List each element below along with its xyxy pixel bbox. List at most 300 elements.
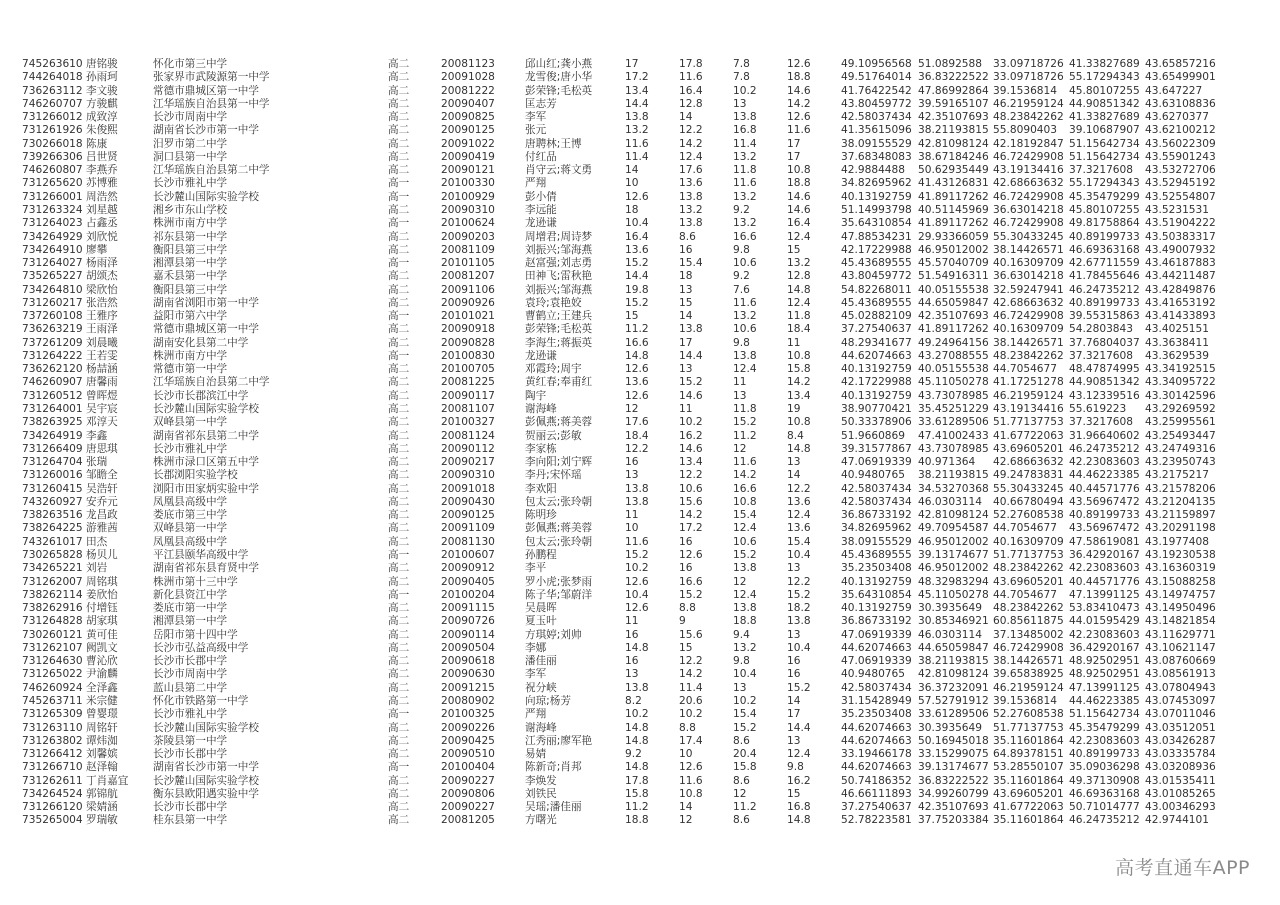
cell-exam-id: 731264828 <box>22 615 83 628</box>
cell-std-score-2: 43.73078985 <box>918 389 989 402</box>
cell-exam-id: 743260927 <box>22 495 83 508</box>
cell-std-score-4: 44.01595429 <box>1069 615 1140 628</box>
cell-teacher: 邱山红;龚小燕 <box>525 58 593 70</box>
cell-std-score-2: 38.21193815 <box>918 469 989 482</box>
cell-score-3: 9.2 <box>733 270 750 283</box>
cell-std-score-3: 48.23842262 <box>993 111 1064 124</box>
cell-score-1: 14.8 <box>625 641 649 654</box>
cell-birth-date: 20090430 <box>441 495 495 508</box>
table-row <box>0 204 1280 217</box>
cell-score-2: 8.6 <box>679 230 696 243</box>
cell-std-score-2: 41.89117262 <box>918 190 989 203</box>
cell-score-3: 11.6 <box>733 456 757 469</box>
cell-score-4: 15.2 <box>787 681 811 694</box>
cell-student-name: 梁婧涵 <box>86 801 118 814</box>
cell-birth-date: 20091018 <box>441 482 495 495</box>
cell-score-1: 16.6 <box>625 336 649 349</box>
cell-score-3: 10.2 <box>733 84 757 97</box>
cell-std-score-1: 34.82695962 <box>841 522 912 535</box>
cell-score-3: 13.2 <box>733 641 757 654</box>
cell-std-score-4: 41.33827689 <box>1069 111 1140 124</box>
cell-birth-date: 20090125 <box>441 509 495 522</box>
cell-std-score-2: 45.11050278 <box>918 376 989 389</box>
cell-score-3: 11.6 <box>733 296 757 309</box>
cell-exam-id: 745263610 <box>22 58 83 70</box>
cell-exam-id: 731262611 <box>22 774 83 787</box>
cell-birth-date: 20090227 <box>441 801 495 814</box>
cell-std-score-3: 36.63014218 <box>993 270 1064 283</box>
cell-student-name: 王若雯 <box>86 349 118 362</box>
cell-score-1: 16.4 <box>625 230 649 243</box>
cell-exam-id: 744264018 <box>22 71 83 84</box>
cell-student-name: 曹沁欣 <box>86 655 118 668</box>
cell-total-score: 43.3638411 <box>1145 336 1210 349</box>
cell-std-score-2: 49.24964156 <box>918 336 989 349</box>
cell-std-score-4: 35.09036298 <box>1069 761 1140 774</box>
cell-exam-id: 738264225 <box>22 522 83 535</box>
cell-grade: 高一 <box>388 708 410 721</box>
cell-std-score-3: 39.65838925 <box>993 668 1064 681</box>
cell-teacher: 吴晨晖 <box>525 602 557 615</box>
cell-grade: 高二 <box>388 58 410 70</box>
cell-std-score-4: 40.89199733 <box>1069 296 1140 309</box>
cell-exam-id: 731264001 <box>22 403 83 416</box>
cell-exam-id: 737261209 <box>22 336 83 349</box>
cell-birth-date: 20091028 <box>441 71 495 84</box>
cell-student-name: 李燕乔 <box>86 164 118 177</box>
cell-score-2: 14.2 <box>679 137 703 150</box>
cell-score-4: 18.2 <box>787 602 811 615</box>
table-row <box>0 788 1280 801</box>
cell-std-score-1: 52.78223581 <box>841 814 912 827</box>
table-row <box>0 310 1280 323</box>
cell-total-score: 43.56022309 <box>1145 137 1216 150</box>
cell-score-1: 12.6 <box>625 389 649 402</box>
table-row <box>0 695 1280 708</box>
cell-score-3: 10.6 <box>733 323 757 336</box>
cell-total-score: 43.51904222 <box>1145 217 1216 230</box>
cell-std-score-1: 38.09155529 <box>841 137 912 150</box>
cell-student-name: 杨贝儿 <box>86 548 118 561</box>
cell-grade: 高二 <box>388 403 410 416</box>
cell-score-4: 10.8 <box>787 164 811 177</box>
cell-exam-id: 735265227 <box>22 270 83 283</box>
cell-birth-date: 20090618 <box>441 655 495 668</box>
cell-std-score-1: 42.58037434 <box>841 111 912 124</box>
table-row <box>0 138 1280 151</box>
cell-score-1: 11.2 <box>625 323 649 336</box>
cell-score-2: 13.6 <box>679 177 703 190</box>
cell-school: 长沙市长郡中学 <box>153 801 228 814</box>
table-row <box>0 814 1280 827</box>
cell-school: 长沙市长郡中学 <box>153 655 228 668</box>
cell-school: 江华瑶族自治县第二中学 <box>153 376 270 389</box>
cell-score-4: 13 <box>787 734 801 747</box>
cell-school: 常德市第一中学 <box>153 363 228 376</box>
cell-birth-date: 20100330 <box>441 177 495 190</box>
cell-std-score-4: 40.89199733 <box>1069 748 1140 761</box>
table-row <box>0 363 1280 376</box>
cell-grade: 高二 <box>388 655 410 668</box>
cell-score-2: 12 <box>679 814 693 827</box>
cell-student-name: 曾晖煜 <box>86 389 118 402</box>
cell-student-name: 李鑫 <box>86 429 108 442</box>
cell-student-name: 周铭琪 <box>86 575 118 588</box>
cell-score-2: 16 <box>679 243 693 256</box>
cell-std-score-3: 40.16309709 <box>993 535 1064 548</box>
cell-score-4: 9.8 <box>787 761 804 774</box>
cell-exam-id: 731263324 <box>22 203 83 216</box>
cell-student-name: 廖攀 <box>86 243 108 256</box>
cell-std-score-3: 41.67722063 <box>993 429 1064 442</box>
cell-score-1: 8.2 <box>625 694 642 707</box>
cell-std-score-1: 50.33378906 <box>841 416 912 429</box>
cell-std-score-3: 40.66780494 <box>993 495 1064 508</box>
cell-score-2: 10.2 <box>679 416 703 429</box>
cell-student-name: 杨雨泽 <box>86 257 118 270</box>
table-row <box>0 350 1280 363</box>
cell-school: 江华瑶族自治县第一中学 <box>153 97 270 110</box>
cell-std-score-2: 45.57040709 <box>918 257 989 270</box>
cell-birth-date: 20100624 <box>441 217 495 230</box>
cell-grade: 高二 <box>388 694 410 707</box>
cell-school: 新化县资江中学 <box>153 588 228 601</box>
cell-student-name: 刘馨嫔 <box>86 748 118 761</box>
cell-teacher: 潘佳丽 <box>525 655 557 668</box>
table-row <box>0 708 1280 721</box>
cell-student-name: 周铭轩 <box>86 721 118 734</box>
cell-std-score-2: 42.35107693 <box>918 801 989 814</box>
cell-score-3: 12.4 <box>733 363 757 376</box>
cell-std-score-3: 36.63014218 <box>993 203 1064 216</box>
cell-student-name: 田杰 <box>86 535 108 548</box>
cell-exam-id: 743261017 <box>22 535 83 548</box>
cell-std-score-1: 36.86733192 <box>841 509 912 522</box>
cell-total-score: 43.42849876 <box>1145 283 1216 296</box>
cell-grade: 高二 <box>388 323 410 336</box>
table-row <box>0 509 1280 522</box>
cell-score-2: 8.8 <box>679 721 696 734</box>
cell-total-score: 43.14950496 <box>1145 602 1216 615</box>
table-row <box>0 801 1280 814</box>
cell-score-2: 15.6 <box>679 628 703 641</box>
cell-std-score-2: 44.65059847 <box>918 641 989 654</box>
cell-birth-date: 20090419 <box>441 150 495 163</box>
cell-exam-id: 730266018 <box>22 137 83 150</box>
cell-score-3: 9.2 <box>733 203 750 216</box>
cell-student-name: 丁肖嘉宜 <box>86 774 129 787</box>
cell-school: 双峰县第一中学 <box>153 522 228 535</box>
cell-score-1: 11 <box>625 615 639 628</box>
cell-birth-date: 20101105 <box>441 257 495 270</box>
cell-student-name: 王雨泽 <box>86 323 118 336</box>
cell-std-score-4: 42.23083603 <box>1069 734 1140 747</box>
cell-score-3: 15.2 <box>733 416 757 429</box>
cell-teacher: 彭佩燕;蒋美蓉 <box>525 522 593 535</box>
cell-score-1: 18.4 <box>625 429 649 442</box>
cell-score-3: 13.8 <box>733 111 757 124</box>
cell-score-2: 12.4 <box>679 150 703 163</box>
cell-std-score-2: 42.81098124 <box>918 509 989 522</box>
table-row <box>0 536 1280 549</box>
cell-std-score-2: 43.73078985 <box>918 442 989 455</box>
cell-std-score-1: 36.86733192 <box>841 615 912 628</box>
cell-score-2: 14.2 <box>679 509 703 522</box>
cell-teacher: 陈子华;邹蔚洋 <box>525 588 593 601</box>
cell-student-name: 王雅序 <box>86 310 118 323</box>
cell-score-4: 12.4 <box>787 296 811 309</box>
cell-teacher: 谢海峰 <box>525 403 557 416</box>
cell-std-score-2: 40.971364 <box>918 456 976 469</box>
cell-score-4: 10.8 <box>787 349 811 362</box>
cell-score-4: 16.8 <box>787 801 811 814</box>
cell-std-score-3: 42.18192847 <box>993 137 1064 150</box>
cell-std-score-2: 57.52791912 <box>918 694 989 707</box>
cell-std-score-1: 31.15428949 <box>841 694 912 707</box>
cell-school: 长沙市雅礼中学 <box>153 442 228 455</box>
cell-std-score-1: 44.62074663 <box>841 641 912 654</box>
table-row <box>0 761 1280 774</box>
cell-score-2: 16.2 <box>679 429 703 442</box>
cell-student-name: 成致淳 <box>86 111 118 124</box>
cell-score-4: 12.4 <box>787 230 811 243</box>
table-row <box>0 284 1280 297</box>
cell-score-4: 16 <box>787 655 801 668</box>
cell-score-4: 12.6 <box>787 58 811 70</box>
cell-total-score: 43.6270377 <box>1145 111 1210 124</box>
cell-score-4: 13.6 <box>787 522 811 535</box>
cell-student-name: 唐馨雨 <box>86 376 118 389</box>
cell-std-score-2: 34.53270368 <box>918 482 989 495</box>
cell-std-score-2: 38.21193815 <box>918 655 989 668</box>
cell-birth-date: 20091215 <box>441 681 495 694</box>
cell-std-score-3: 44.7054677 <box>993 363 1058 376</box>
cell-grade: 高二 <box>388 495 410 508</box>
cell-score-4: 18.8 <box>787 177 811 190</box>
cell-std-score-2: 51.54916311 <box>918 270 989 283</box>
cell-grade: 高二 <box>388 243 410 256</box>
cell-std-score-4: 47.13991125 <box>1069 588 1140 601</box>
cell-score-4: 13 <box>787 456 801 469</box>
cell-score-2: 10 <box>679 748 693 761</box>
cell-score-3: 12.4 <box>733 588 757 601</box>
cell-score-4: 17 <box>787 150 801 163</box>
cell-std-score-3: 46.72429908 <box>993 190 1064 203</box>
cell-std-score-3: 41.67722063 <box>993 801 1064 814</box>
cell-score-2: 14 <box>679 111 693 124</box>
cell-exam-id: 745263711 <box>22 694 83 707</box>
cell-score-4: 17 <box>787 137 801 150</box>
cell-score-2: 20.6 <box>679 694 703 707</box>
cell-school: 凤凰县高级中学 <box>153 495 228 508</box>
cell-score-2: 15.6 <box>679 495 703 508</box>
cell-grade: 高二 <box>388 84 410 97</box>
cell-grade: 高二 <box>388 376 410 389</box>
cell-score-1: 9.2 <box>625 748 642 761</box>
cell-std-score-2: 33.15299075 <box>918 748 989 761</box>
cell-total-score: 43.07011046 <box>1145 708 1216 721</box>
cell-grade: 高二 <box>388 628 410 641</box>
cell-std-score-3: 46.21959124 <box>993 389 1064 402</box>
cell-score-2: 12.2 <box>679 124 703 137</box>
cell-std-score-3: 51.77137753 <box>993 548 1064 561</box>
cell-student-name: 米宗健 <box>86 694 118 707</box>
cell-std-score-2: 46.0303114 <box>918 628 983 641</box>
cell-student-name: 游雅茜 <box>86 522 118 535</box>
cell-std-score-4: 45.35479299 <box>1069 190 1140 203</box>
cell-std-score-2: 34.99260799 <box>918 787 989 800</box>
cell-teacher: 龙逊谦 <box>525 349 557 362</box>
cell-score-3: 7.8 <box>733 71 750 84</box>
cell-school: 长沙市长郡中学 <box>153 748 228 761</box>
cell-grade: 高二 <box>388 442 410 455</box>
cell-score-3: 14.2 <box>733 469 757 482</box>
cell-exam-id: 731266710 <box>22 761 83 774</box>
cell-school: 湘潭县第一中学 <box>153 257 228 270</box>
cell-score-1: 18.8 <box>625 814 649 827</box>
cell-score-1: 13 <box>625 668 639 681</box>
cell-school: 怀化市第三中学 <box>153 58 228 70</box>
cell-std-score-4: 45.35479299 <box>1069 721 1140 734</box>
cell-std-score-4: 55.17294343 <box>1069 71 1140 84</box>
cell-grade: 高二 <box>388 164 410 177</box>
cell-total-score: 43.15088258 <box>1145 575 1216 588</box>
cell-birth-date: 20081225 <box>441 376 495 389</box>
cell-birth-date: 20090112 <box>441 442 495 455</box>
cell-std-score-4: 47.13991125 <box>1069 681 1140 694</box>
cell-student-name: 周浩然 <box>86 190 118 203</box>
cell-student-name: 吴浩轩 <box>86 482 118 495</box>
cell-std-score-1: 35.64310854 <box>841 217 912 230</box>
cell-score-3: 13.8 <box>733 602 757 615</box>
cell-grade: 高二 <box>388 668 410 681</box>
cell-std-score-3: 46.21959124 <box>993 681 1064 694</box>
cell-score-2: 8.8 <box>679 602 696 615</box>
cell-score-4: 15 <box>787 243 801 256</box>
cell-std-score-2: 33.61289506 <box>918 416 989 429</box>
cell-score-3: 13.2 <box>733 150 757 163</box>
cell-std-score-1: 40.13192759 <box>841 602 912 615</box>
cell-teacher: 邓霞玲;周宇 <box>525 363 582 376</box>
cell-std-score-1: 46.66111893 <box>841 787 912 800</box>
cell-school: 衡阳县第三中学 <box>153 283 228 296</box>
cell-teacher: 刘振兴;邹海燕 <box>525 283 593 296</box>
table-row <box>0 748 1280 761</box>
cell-exam-id: 736263112 <box>22 84 83 97</box>
cell-teacher: 彭荣锋;毛松英 <box>525 84 593 97</box>
table-row <box>0 668 1280 681</box>
cell-total-score: 43.24749316 <box>1145 442 1216 455</box>
cell-total-score: 43.647227 <box>1145 84 1203 97</box>
table-row <box>0 469 1280 482</box>
table-row <box>0 217 1280 230</box>
cell-score-1: 12.2 <box>625 442 649 455</box>
cell-std-score-2: 41.89117262 <box>918 323 989 336</box>
cell-score-3: 13.2 <box>733 310 757 323</box>
cell-teacher: 李欢阳 <box>525 482 557 495</box>
cell-grade: 高二 <box>388 562 410 575</box>
cell-std-score-1: 40.9480765 <box>841 668 906 681</box>
cell-std-score-2: 30.3935649 <box>918 721 983 734</box>
cell-school: 长沙市雅礼中学 <box>153 708 228 721</box>
cell-exam-id: 731262007 <box>22 575 83 588</box>
cell-total-score: 43.07453097 <box>1145 694 1216 707</box>
cell-score-3: 7.6 <box>733 283 750 296</box>
cell-score-3: 12 <box>733 575 747 588</box>
cell-grade: 高二 <box>388 296 410 309</box>
cell-score-2: 14.6 <box>679 389 703 402</box>
cell-score-1: 15.8 <box>625 787 649 800</box>
cell-birth-date: 20091022 <box>441 137 495 150</box>
cell-school: 长沙麓山国际实验学校 <box>153 774 259 787</box>
cell-std-score-2: 40.51145969 <box>918 203 989 216</box>
cell-std-score-2: 35.45251229 <box>918 403 989 416</box>
cell-grade: 高二 <box>388 522 410 535</box>
cell-birth-date: 20090504 <box>441 641 495 654</box>
cell-student-name: 占鑫丞 <box>86 217 118 230</box>
cell-std-score-2: 33.61289506 <box>918 708 989 721</box>
table-row <box>0 615 1280 628</box>
cell-grade: 高二 <box>388 363 410 376</box>
cell-std-score-1: 40.9480765 <box>841 469 906 482</box>
cell-grade: 高二 <box>388 124 410 137</box>
cell-grade: 高二 <box>388 575 410 588</box>
cell-school: 祁东县第一中学 <box>153 230 228 243</box>
cell-score-2: 15.2 <box>679 376 703 389</box>
cell-student-name: 郭锦航 <box>86 787 118 800</box>
cell-score-1: 14 <box>625 164 639 177</box>
cell-std-score-2: 42.81098124 <box>918 668 989 681</box>
cell-student-name: 刘星越 <box>86 203 118 216</box>
cell-score-2: 13 <box>679 363 693 376</box>
cell-std-score-3: 38.14426571 <box>993 336 1064 349</box>
cell-std-score-1: 39.31577867 <box>841 442 912 455</box>
cell-score-1: 10.4 <box>625 588 649 601</box>
cell-std-score-3: 55.30433245 <box>993 230 1064 243</box>
cell-score-1: 11.4 <box>625 150 649 163</box>
cell-score-3: 7.8 <box>733 58 750 70</box>
cell-school: 娄底市第一中学 <box>153 602 228 615</box>
cell-std-score-1: 50.74186352 <box>841 774 912 787</box>
cell-score-3: 11 <box>733 376 747 389</box>
cell-grade: 高一 <box>388 217 410 230</box>
cell-std-score-4: 37.76804037 <box>1069 336 1140 349</box>
cell-grade: 高二 <box>388 150 410 163</box>
table-row <box>0 682 1280 695</box>
cell-score-3: 9.8 <box>733 336 750 349</box>
cell-score-4: 17 <box>787 708 801 721</box>
cell-birth-date: 20091109 <box>441 522 495 535</box>
cell-std-score-4: 36.42920167 <box>1069 641 1140 654</box>
cell-score-3: 16.6 <box>733 230 757 243</box>
cell-total-score: 43.65499901 <box>1145 71 1216 84</box>
cell-score-2: 12.6 <box>679 548 703 561</box>
cell-score-3: 13 <box>733 681 747 694</box>
cell-teacher: 李家栋 <box>525 442 557 455</box>
cell-score-2: 17 <box>679 336 693 349</box>
cell-total-score: 43.25493447 <box>1145 429 1216 442</box>
cell-total-score: 43.41653192 <box>1145 296 1216 309</box>
cell-teacher: 周增君;周诗梦 <box>525 230 593 243</box>
cell-teacher: 李远能 <box>525 203 557 216</box>
cell-score-1: 13.4 <box>625 84 649 97</box>
cell-std-score-3: 46.72429908 <box>993 310 1064 323</box>
table-row <box>0 549 1280 562</box>
cell-exam-id: 731260217 <box>22 296 83 309</box>
cell-school: 洞口县第一中学 <box>153 150 228 163</box>
cell-score-2: 9 <box>679 615 686 628</box>
cell-score-2: 14.6 <box>679 442 703 455</box>
